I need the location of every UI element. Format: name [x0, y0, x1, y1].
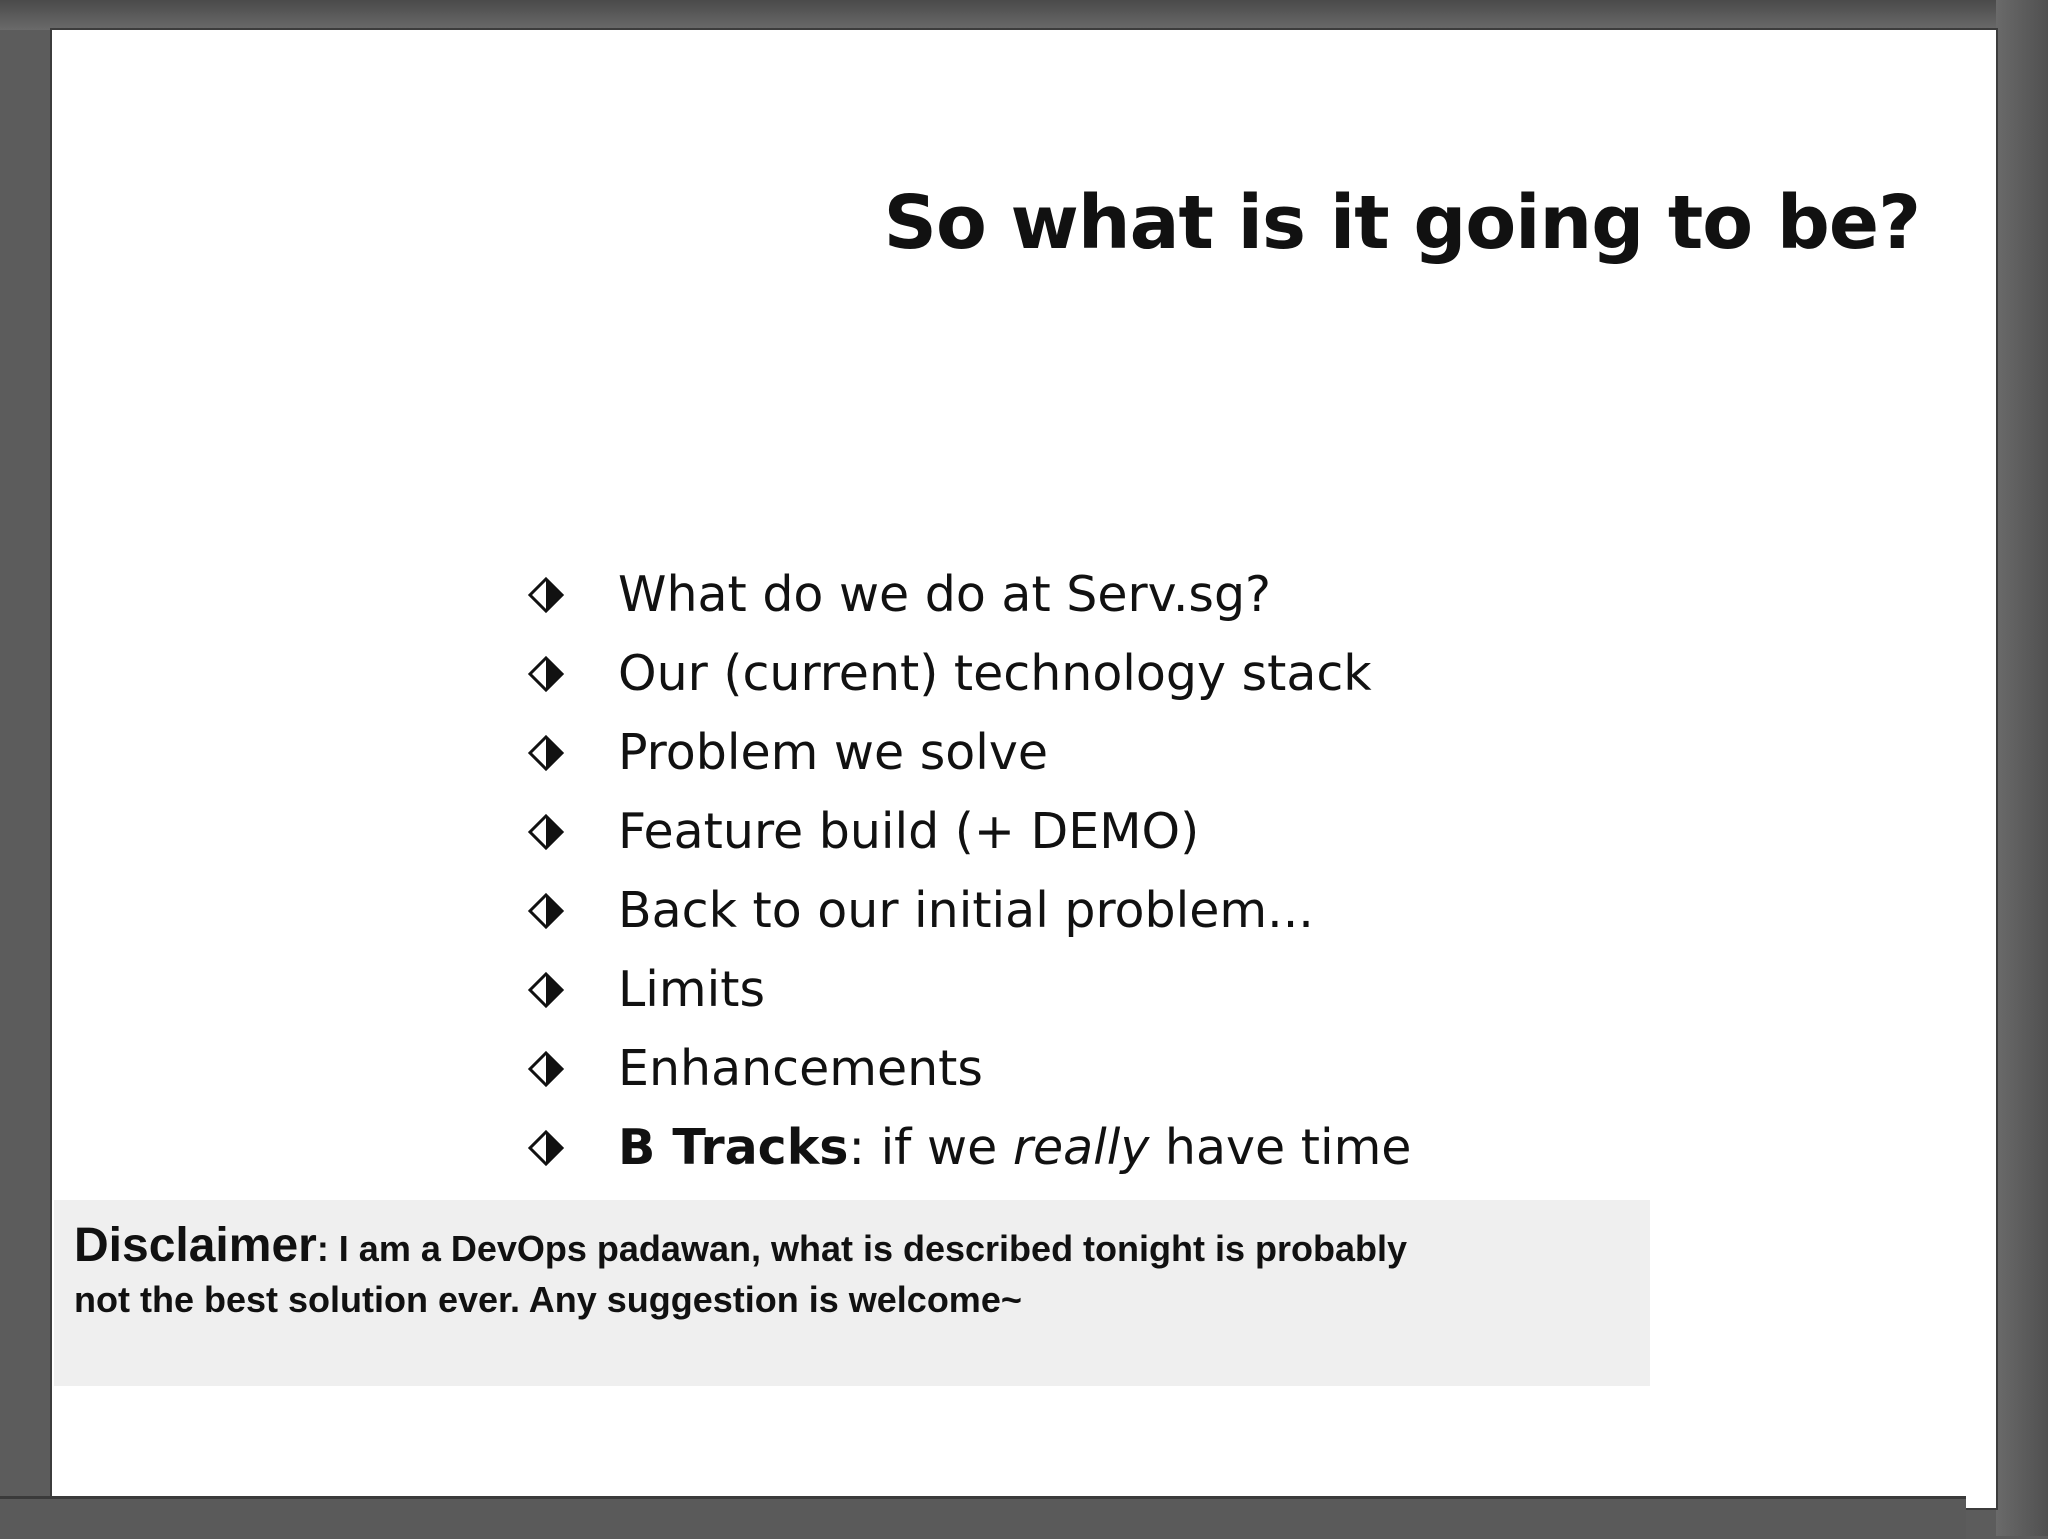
disclaimer-label: Disclaimer — [74, 1219, 317, 1272]
agenda-item-text: Limits — [618, 961, 765, 1018]
agenda-item — [526, 1029, 1411, 1108]
half-filled-diamond-icon — [526, 891, 618, 931]
agenda-item-text: Problem we solve — [618, 724, 1048, 781]
agenda-item — [526, 950, 1411, 1029]
agenda-item-text: Feature build (+ DEMO) — [618, 803, 1200, 860]
agenda-item-text: Enhancements — [618, 1040, 983, 1097]
disclaimer-line-1 — [74, 1220, 1630, 1274]
disclaimer-box — [54, 1200, 1650, 1386]
agenda-item-text: Our (current) technology stack — [618, 645, 1372, 702]
half-filled-diamond-icon — [526, 812, 618, 852]
presentation-slide — [52, 30, 1996, 1508]
half-filled-diamond-icon — [526, 654, 618, 694]
half-filled-diamond-icon — [526, 1128, 618, 1168]
agenda-item — [526, 634, 1411, 713]
half-filled-diamond-icon — [526, 1049, 618, 1089]
agenda-item — [526, 1108, 1411, 1187]
window-frame-bottom — [0, 1496, 1966, 1539]
half-filled-diamond-icon — [526, 733, 618, 773]
agenda-item — [526, 792, 1411, 871]
agenda-item — [526, 555, 1411, 634]
agenda-item-text: What do we do at Serv.sg? — [618, 566, 1272, 623]
agenda-list — [526, 555, 1411, 1187]
agenda-item-text — [618, 1119, 1411, 1176]
window-frame-top — [0, 0, 2048, 30]
agenda-item — [526, 871, 1411, 950]
agenda-item-italic: really — [1012, 1119, 1150, 1176]
slide-title: So what is it going to be? — [883, 180, 1920, 266]
agenda-item-text-part: : if we — [848, 1119, 1013, 1176]
half-filled-diamond-icon — [526, 575, 618, 615]
agenda-item-text-part: have time — [1149, 1119, 1412, 1176]
disclaimer-text: : I am a DevOps padawan, what is described tonight is probably — [316, 1228, 1408, 1269]
agenda-item-bold: B Tracks — [618, 1119, 849, 1176]
half-filled-diamond-icon — [526, 970, 618, 1010]
agenda-item — [526, 713, 1411, 792]
window-frame-right — [1996, 0, 2048, 1536]
disclaimer-line-2: not the best solution ever. Any suggestion is welcome~ — [74, 1279, 1022, 1320]
agenda-item-text: Back to our initial problem... — [618, 882, 1314, 939]
